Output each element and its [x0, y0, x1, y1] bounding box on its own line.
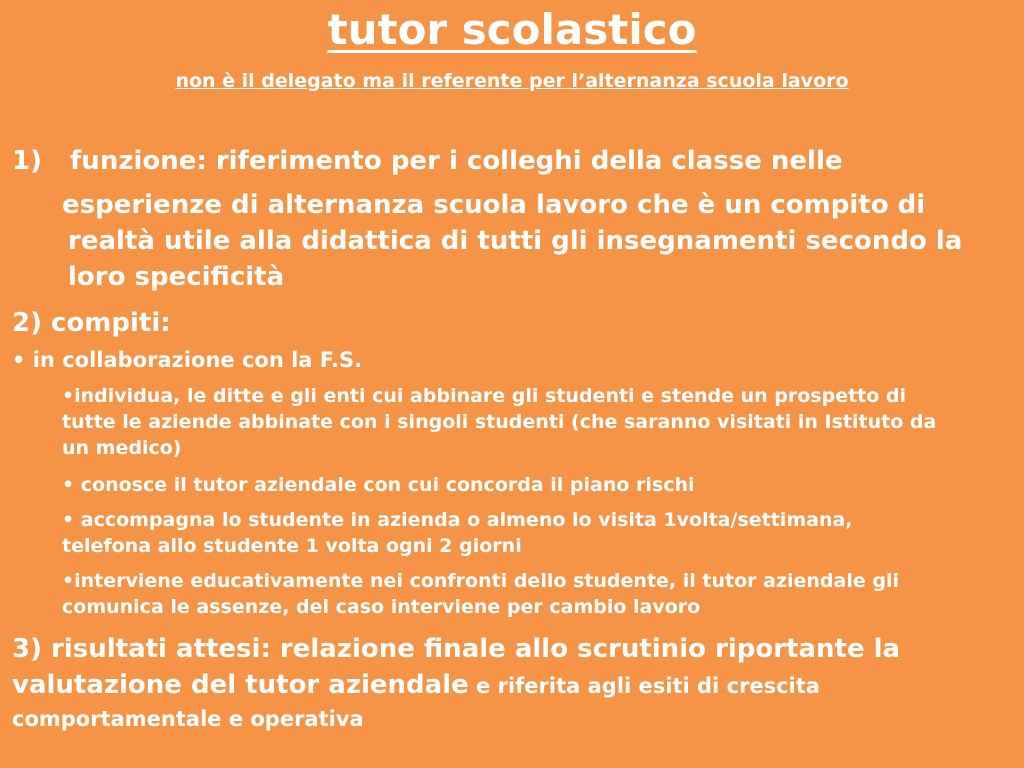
- sub-item-2-line-1: • conosce il tutor aziendale con cui concorda il piano rischi: [62, 474, 695, 496]
- item-3-line-2: [12, 668, 820, 702]
- slide-title: tutor scolastico: [327, 5, 697, 54]
- item-1-line-3: realtà utile alla didattica di tutti gli insegnamenti secondo la: [68, 226, 963, 256]
- sub-item-4-line-2: comunica le assenze, del caso interviene per cambio lavoro: [62, 596, 701, 618]
- item-1-line-4: loro specificità: [68, 262, 285, 292]
- item-2-bullet: • in collaborazione con la F.S.: [12, 348, 363, 372]
- slide-subtitle: non è il delegato ma il referente per l’alternanza scuola lavoro: [175, 70, 849, 92]
- item-1-number: 1): [12, 146, 42, 176]
- item-1-line-2: esperienze di alternanza scuola lavoro che è un compito di: [62, 190, 926, 220]
- item-1-line-1: funzione: riferimento per i colleghi della classe nelle: [70, 146, 843, 176]
- item-3-line-2-rest: e riferita agli esiti di crescita: [468, 674, 820, 698]
- sub-item-1-line-3: un medico): [62, 437, 182, 459]
- sub-item-1-line-2: tutte le aziende abbinate con i singoli studenti (che saranno visitati in Istituto da: [62, 411, 937, 433]
- sub-item-4-line-1: •interviene educativamente nei confronti dello studente, il tutor aziendale gli: [62, 570, 899, 592]
- item-3-line-1: 3) risultati attesi: relazione finale allo scrutinio riportante la: [12, 634, 901, 664]
- sub-item-3-line-2: telefona allo studente 1 volta ogni 2 giorni: [62, 535, 522, 557]
- sub-item-1-line-1: •individua, le ditte e gli enti cui abbinare gli studenti e stende un prospetto di: [62, 385, 907, 407]
- item-2-heading: 2) compiti:: [12, 308, 171, 338]
- sub-item-3-line-1: • accompagna lo studente in azienda o almeno lo visita 1volta/settimana,: [62, 509, 853, 531]
- item-3-line-3: comportamentale e operativa: [12, 707, 364, 731]
- item-3-line-2-emphasis: valutazione del tutor aziendale: [12, 670, 469, 700]
